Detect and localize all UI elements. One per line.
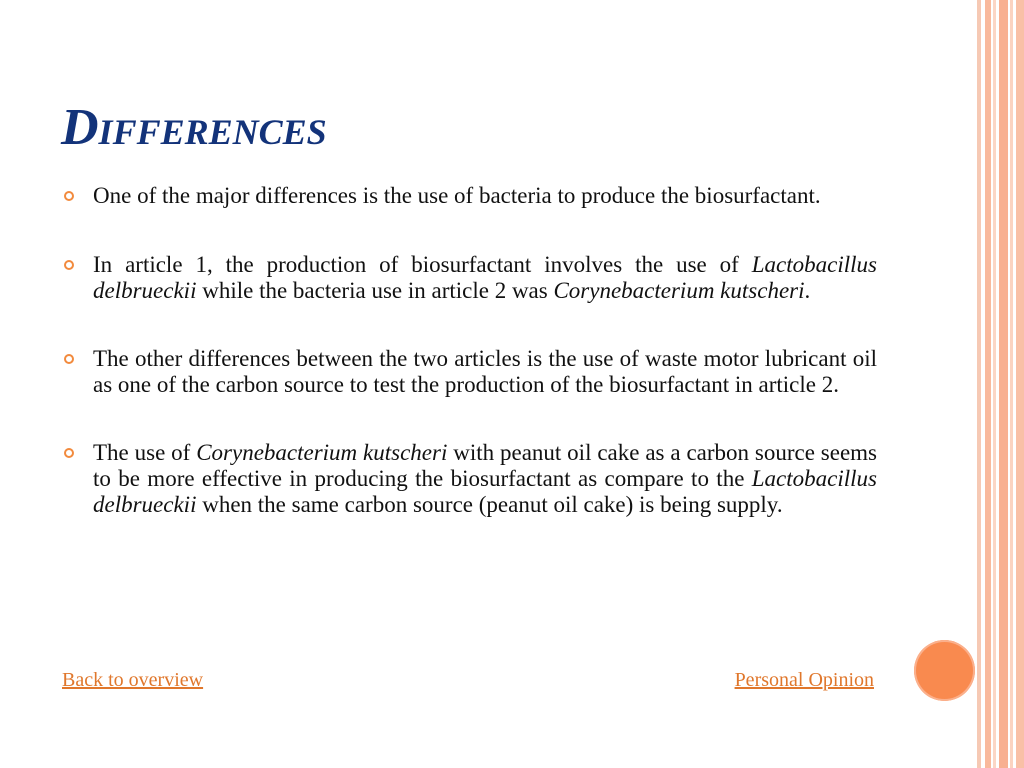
- species-name: Corynebacterium kutscheri: [553, 278, 805, 303]
- bullet-text: In article 1, the production of biosurfactant involves the use of: [93, 252, 752, 277]
- bullet-marker-icon: [64, 260, 74, 270]
- bullet-list: [64, 183, 877, 518]
- personal-opinion-link[interactable]: Personal Opinion: [734, 669, 874, 691]
- bullet-marker-icon: [64, 448, 74, 458]
- bullet-text: The use of: [93, 440, 197, 465]
- bullet-text: while the bacteria use in article 2 was: [196, 278, 554, 303]
- bullet-item: [64, 183, 877, 209]
- decorative-stripe: [985, 0, 991, 768]
- slide-title: Differences: [61, 99, 327, 156]
- decorative-stripe: [977, 0, 981, 768]
- bullet-item: [64, 346, 877, 398]
- decorative-stripe: [1016, 0, 1024, 768]
- species-name: Lactobacillus delbrueckii: [93, 252, 877, 303]
- bullet-item: [64, 252, 877, 304]
- decorative-stripe: [1010, 0, 1013, 768]
- back-to-overview-link[interactable]: Back to overview: [62, 669, 204, 691]
- bullet-item: [64, 440, 877, 518]
- bullet-text: with peanut oil cake as a carbon source seems to be more effective in producing the biosurfactant as compare to the: [93, 440, 877, 491]
- bullet-text: .: [804, 278, 811, 303]
- bullet-marker-icon: [64, 354, 74, 364]
- bullet-text: The other differences between the two articles is the use of waste motor lubricant oil as one of the carbon source to test the production of the biosurfactant in article 2.: [93, 346, 877, 397]
- decorative-stripe: [999, 0, 1008, 768]
- decorative-circle: [914, 640, 975, 701]
- bullet-marker-icon: [64, 191, 74, 201]
- species-name: Corynebacterium kutscheri: [196, 440, 448, 465]
- bullet-text: One of the major differences is the use of bacteria to produce the biosurfactant.: [93, 183, 821, 208]
- species-name: Lactobacillus delbrueckii: [93, 466, 877, 517]
- bullet-text: when the same carbon source (peanut oil cake) is being supply.: [196, 492, 783, 517]
- decorative-stripe: [993, 0, 996, 768]
